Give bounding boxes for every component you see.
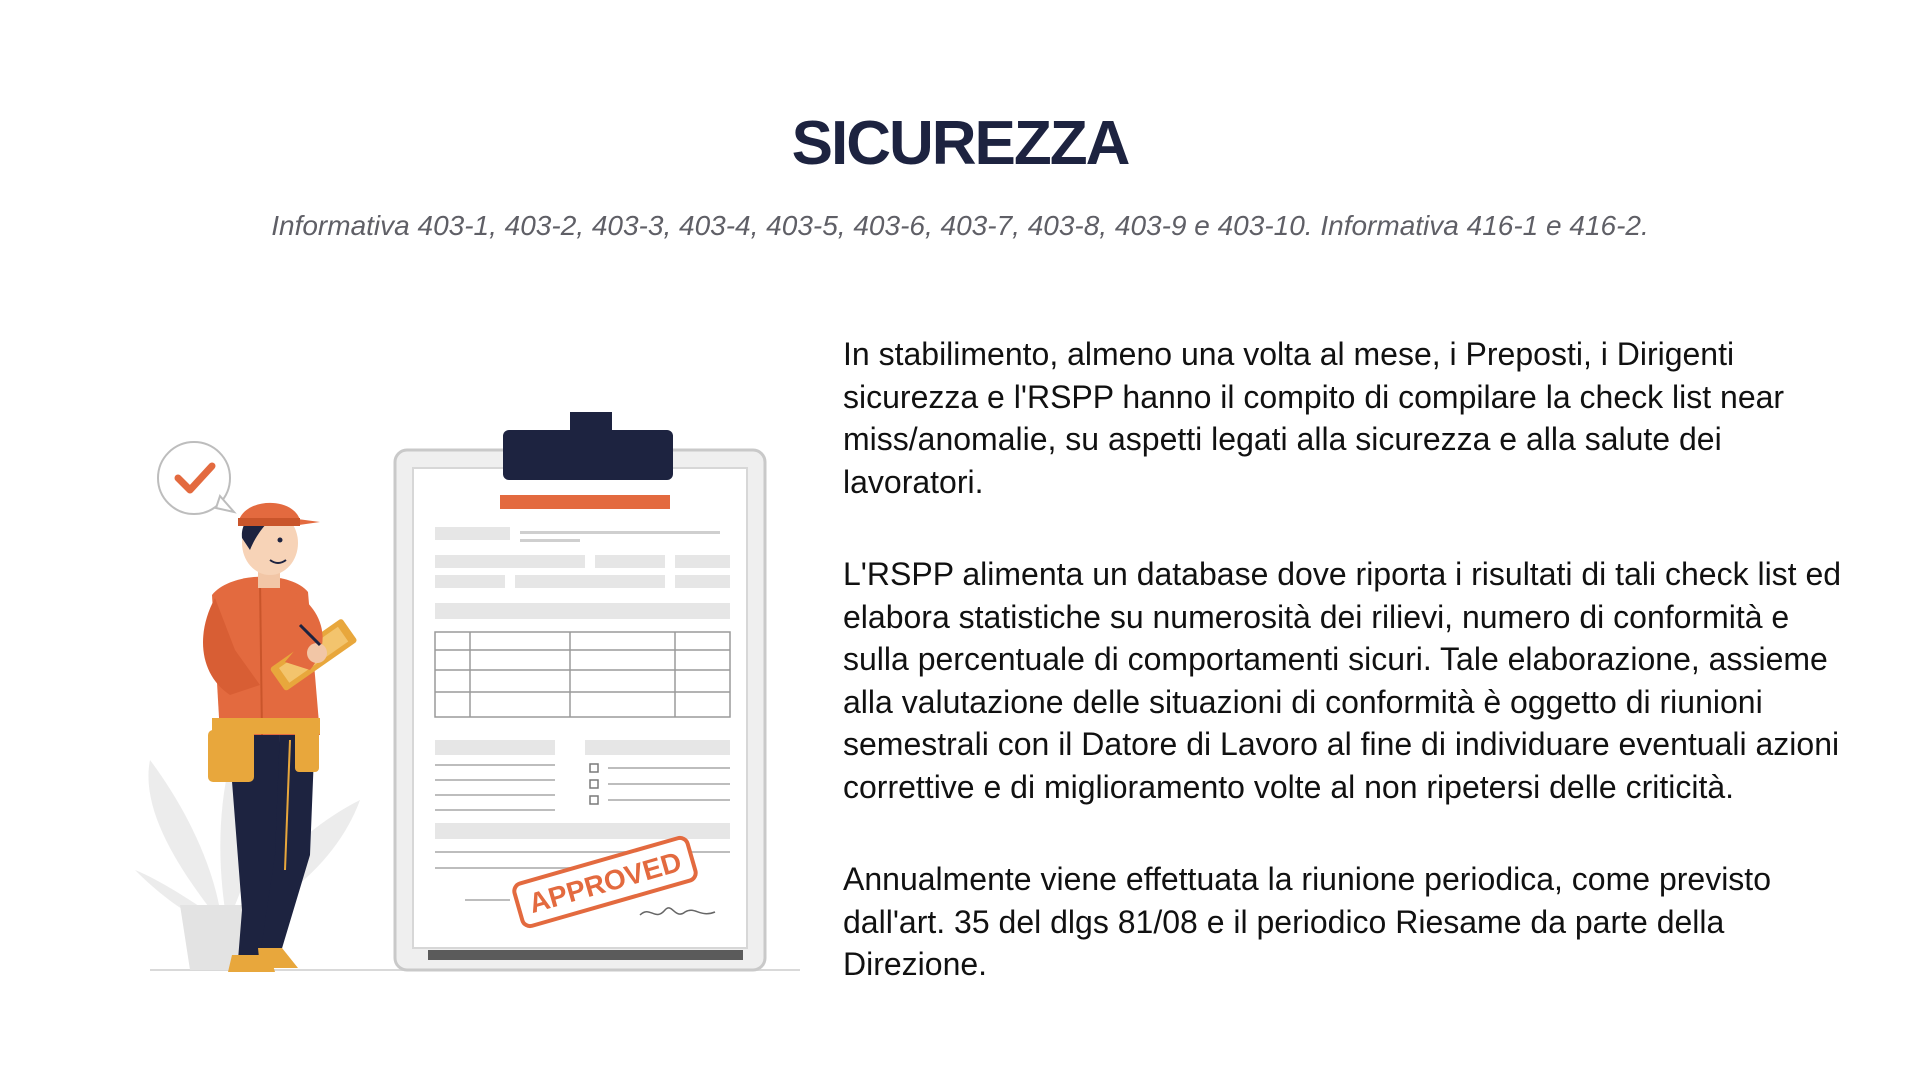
page-title: SICUREZZA xyxy=(791,109,1129,178)
body-text xyxy=(843,333,1863,1036)
check-bubble xyxy=(158,442,234,514)
paragraph-database: L'RSPP alimenta un database dove riporta i risultati di tali check list ed elabora statistiche su numerosità dei rilievi, numero di conformità e sulla percentuale di comportamenti sicuri. Tale elaborazione, assieme alla valutazione delle situazioni di conformità è oggetto di riunioni semestrali con il Datore di Lavoro al fine di individuare eventuali azioni correttive e di miglioramento volte al non ripetersi delle criticità. xyxy=(843,556,1842,805)
approved-stamp-text: APPROVED xyxy=(525,845,685,920)
page-subtitle: Informativa 403-1, 403-2, 403-3, 403-4, 403-5, 403-6, 403-7, 403-8, 403-9 e 403-10. Informativa 416-1 e 416-2. xyxy=(271,210,1649,241)
paragraph-annual-meeting: Annualmente viene effettuata la riunione periodica, come previsto dall'art. 35 del dlgs 81/08 e il periodico Riesame da parte della Direzione. xyxy=(843,861,1771,982)
safety-inspector-illustration xyxy=(120,400,820,990)
paragraph-checklist: In stabilimento, almeno una volta al mese, i Preposti, i Dirigenti sicurezza e l'RSPP hanno il compito di compilare la check list near miss/anomalie, su aspetti legati alla sicurezza e alla salute dei lavoratori. xyxy=(843,336,1785,500)
